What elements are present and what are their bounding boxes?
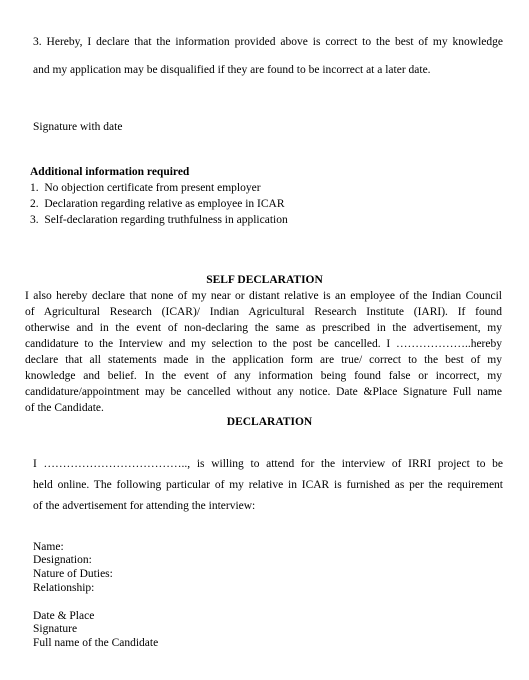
additional-info-item: 2. Declaration regarding relative as employee in ICAR bbox=[30, 198, 285, 210]
self-declaration-line: knowledge and belief. In the event of any information being found false or incorrect, my bbox=[25, 370, 502, 382]
declaration-line: held online. The following particular of my relative in ICAR is furnished as per the requirement bbox=[33, 479, 503, 491]
self-declaration-line: candidature/appointment may be cancelled without any notice. Date &Place Signature Full name bbox=[25, 386, 502, 398]
field-name-label: Name: bbox=[33, 541, 64, 553]
candidate-full-name-label: Full name of the Candidate bbox=[33, 637, 159, 649]
field-designation-label: Designation: bbox=[33, 554, 92, 566]
field-nature-of-duties-label: Nature of Duties: bbox=[33, 568, 113, 580]
additional-info-heading: Additional information required bbox=[30, 166, 190, 178]
declaration-heading: DECLARATION bbox=[226, 416, 313, 428]
self-declaration-line: candidature to the Interview and my selection to the post be cancelled. I ………………..hereby bbox=[25, 338, 502, 350]
additional-info-item: 3. Self-declaration regarding truthfulness in application bbox=[30, 214, 288, 226]
field-relationship-label: Relationship: bbox=[33, 582, 95, 594]
self-declaration-line: otherwise and in the event of non-declaring the same as prescribed in the advertisement, my bbox=[25, 322, 502, 334]
self-declaration-line: declare that all statements made in the application form are true/ correct to the best of my bbox=[25, 354, 502, 366]
declaration-item-3-line-1: 3. Hereby, I declare that the information provided above is correct to the best of my knowledge bbox=[33, 36, 503, 48]
signature-label: Signature bbox=[33, 623, 78, 635]
self-declaration-line: of the Candidate. bbox=[25, 402, 104, 414]
self-declaration-line: I also hereby declare that none of my near or distant relative is an employee of the Indian Council bbox=[25, 290, 502, 302]
declaration-item-3-line-2: and my application may be disqualified if they are found to be incorrect at a later date. bbox=[33, 64, 431, 76]
signature-with-date-label: Signature with date bbox=[33, 121, 123, 133]
date-place-label: Date & Place bbox=[33, 610, 95, 622]
self-declaration-line: of Agricultural Research (ICAR)/ Indian Agricultural Research Institute (IARI). If found bbox=[25, 306, 502, 318]
declaration-line: of the advertisement for attending the interview: bbox=[33, 500, 256, 512]
additional-info-item: 1. No objection certificate from present employer bbox=[30, 182, 261, 194]
declaration-line: I ……………………………….., is willing to attend for the interview of IRRI project to be bbox=[33, 458, 503, 470]
self-declaration-heading: SELF DECLARATION bbox=[206, 274, 323, 286]
